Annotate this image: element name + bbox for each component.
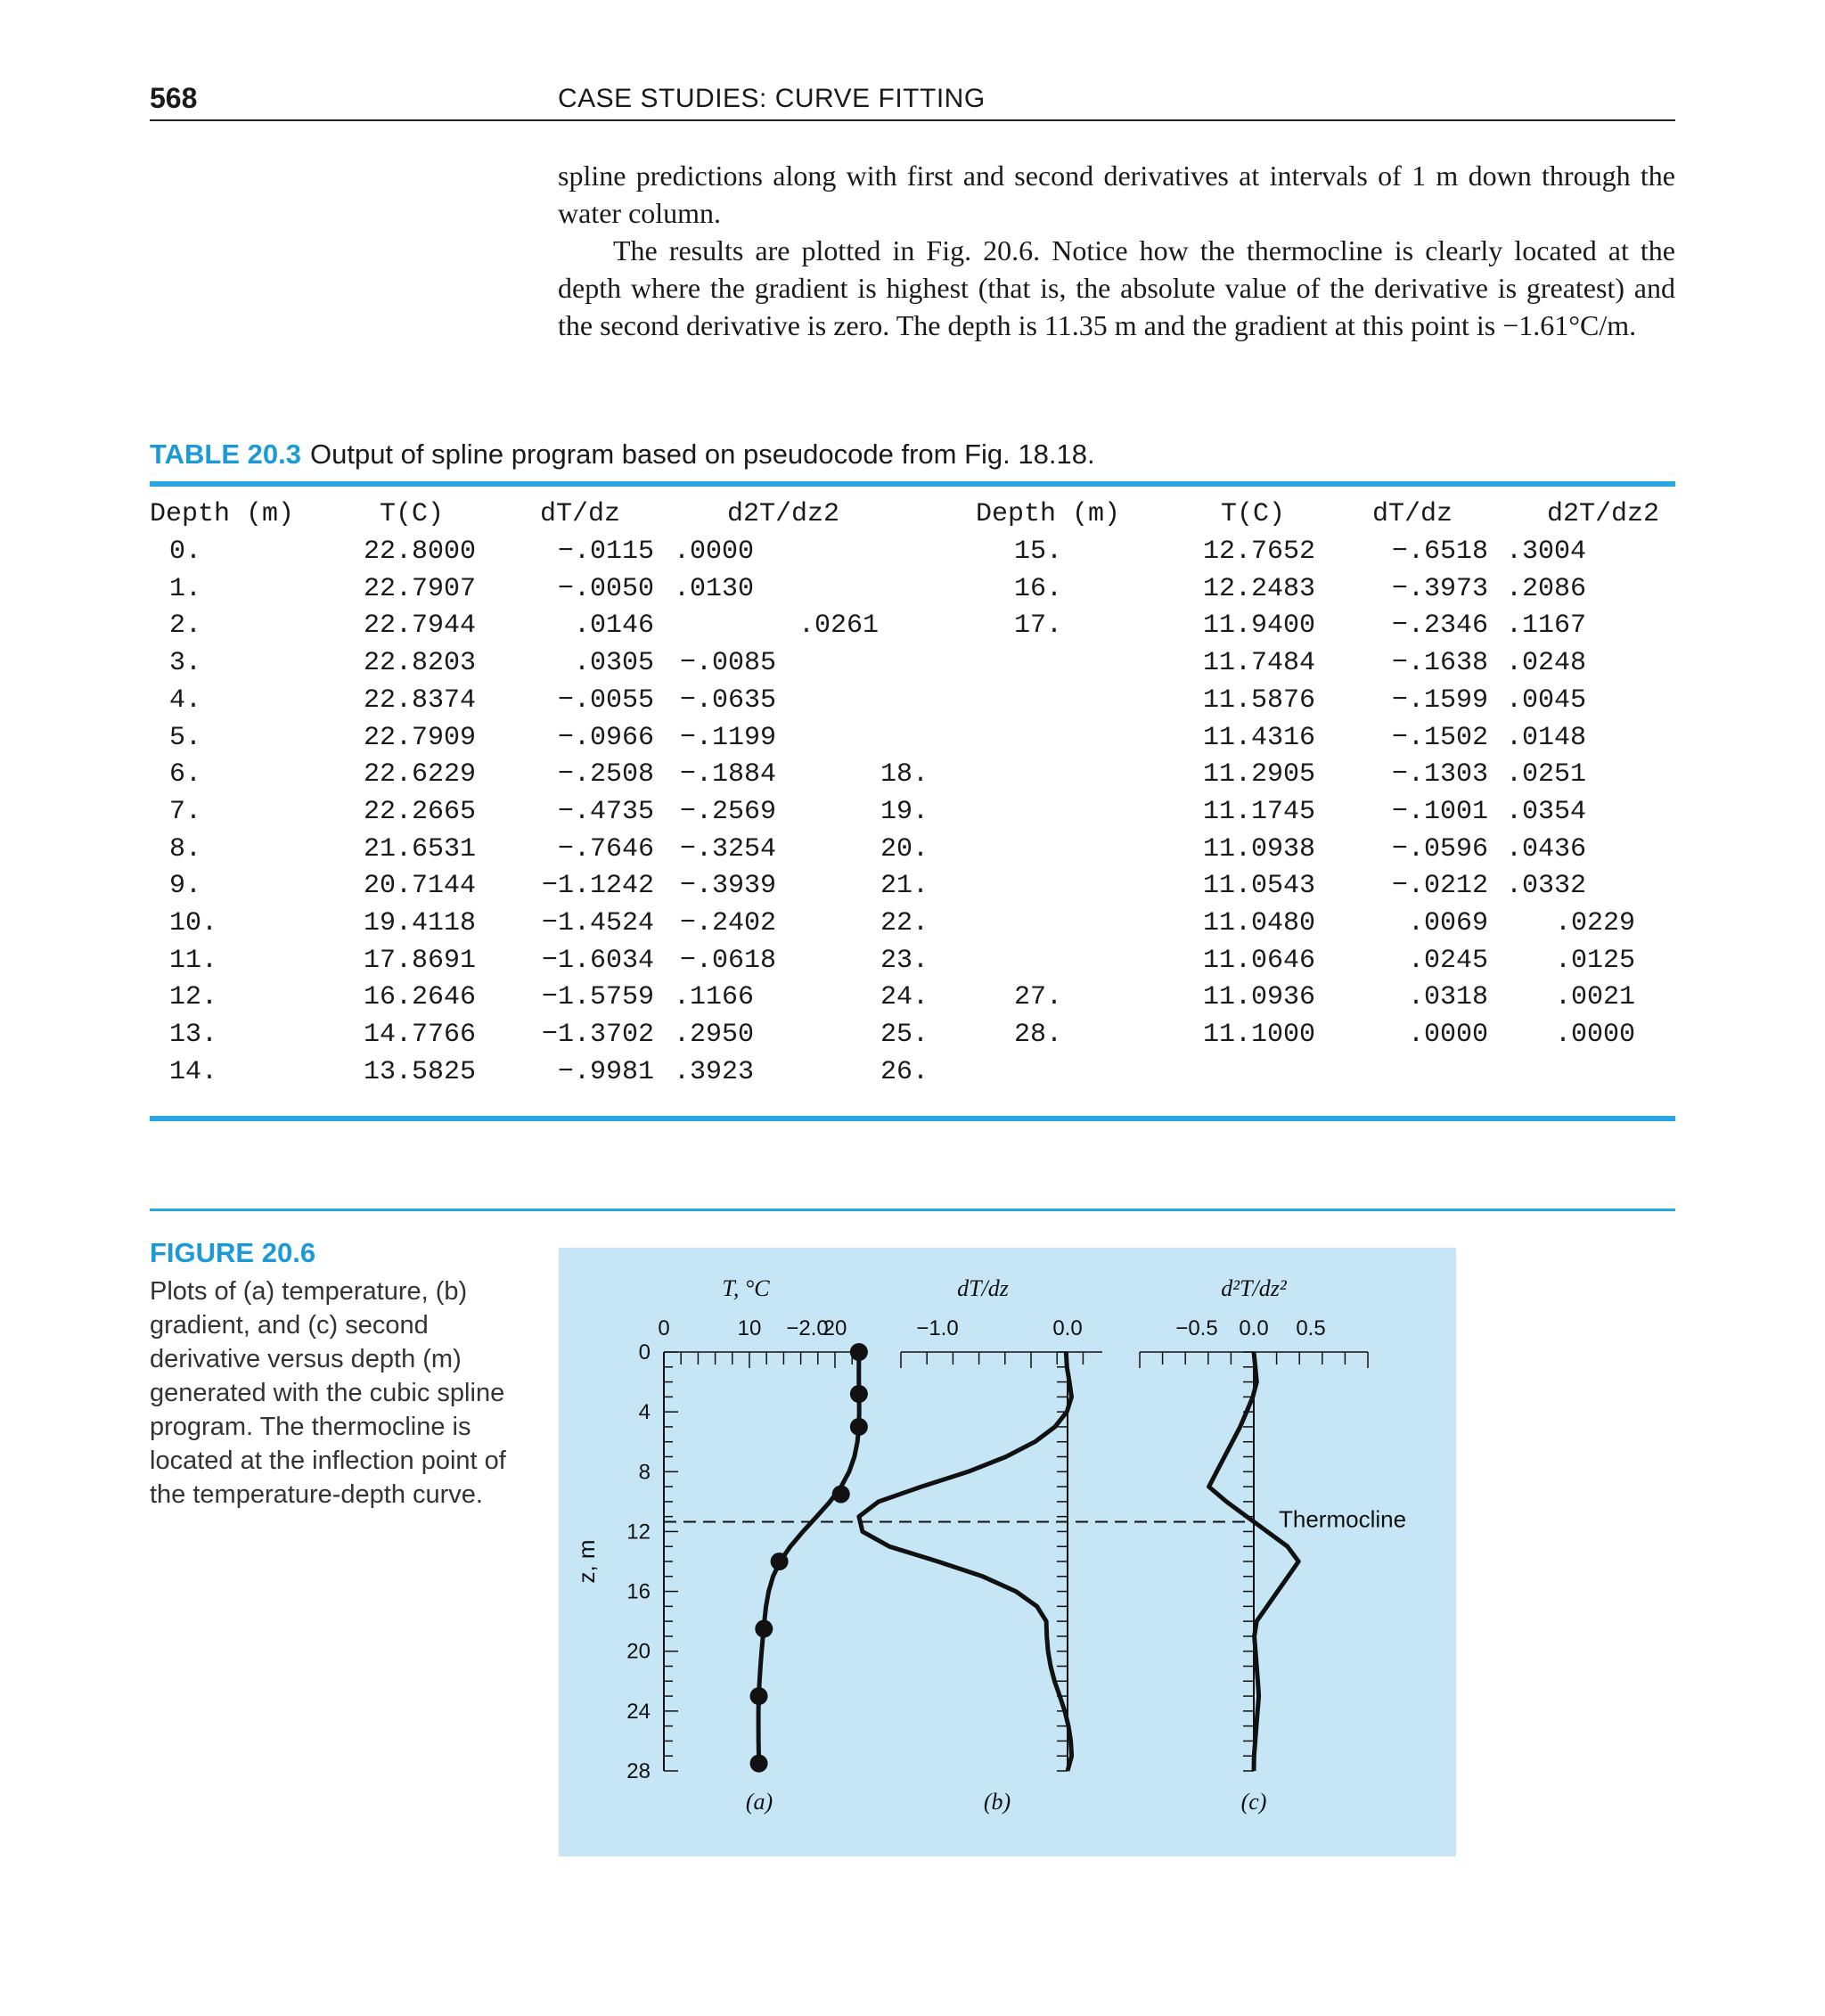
cell-depth-right: 20. — [880, 833, 929, 865]
cell-dtdz-right: .0069 — [1407, 908, 1488, 938]
cell-dtdz-right: .0000 — [1407, 1020, 1488, 1051]
data-point-marker — [771, 1553, 789, 1570]
table-caption-text: Output of spline program based on pseudocode from Fig. 18.18. — [309, 438, 1095, 470]
cell-temp-right: 11.4316 — [1202, 722, 1315, 753]
y-axis-label: z, m — [573, 1539, 600, 1584]
figure-number: FIGURE 20.6 — [150, 1237, 316, 1268]
cell-temp-right: 11.7484 — [1202, 648, 1315, 679]
cell-d2tdz2: .0000 — [674, 537, 755, 567]
cell-depth: 13. — [169, 1020, 218, 1051]
cell-d2tdz2: −.0618 — [679, 945, 776, 976]
cell-temp: 21.6531 — [363, 833, 476, 865]
cell-d2tdz2: −.2569 — [679, 796, 776, 827]
cell-dtdz-right: .0245 — [1407, 945, 1488, 976]
cell-dtdz: .0305 — [573, 648, 654, 679]
cell-temp: 22.7907 — [363, 573, 476, 604]
cell-dtdz-right: −.3973 — [1391, 573, 1488, 604]
col-header-depth: Depth (m) — [150, 499, 295, 529]
cell-d2tdz2: −.1884 — [679, 759, 776, 791]
cell-depth: 9. — [169, 871, 202, 902]
cell-d2tdz2-right: .0354 — [1506, 796, 1587, 827]
y-tick-label: 16 — [626, 1579, 651, 1604]
x-tick-label-b: −2.0 — [786, 1316, 829, 1340]
figure-caption — [150, 1237, 524, 1512]
body-text — [558, 157, 1675, 344]
cell-depth-right: 26. — [880, 1056, 929, 1087]
cell-dtdz-right: −.1599 — [1391, 684, 1488, 716]
figure-top-rule — [150, 1209, 1675, 1211]
cell-depth-right: 24. — [880, 982, 929, 1013]
cell-temp: 13.5825 — [363, 1056, 476, 1087]
y-tick-label: 28 — [626, 1759, 651, 1783]
col-header-dtdz: dT/dz — [540, 499, 621, 529]
cell-temp: 22.7909 — [363, 722, 476, 753]
cell-d2tdz2: −.2402 — [679, 908, 776, 938]
panel-letter-a: (a) — [745, 1789, 773, 1815]
cell-d2tdz2: .2950 — [674, 1020, 755, 1051]
table-top-rule — [150, 481, 1675, 487]
cell-dtdz-right: −.1502 — [1391, 722, 1488, 753]
x-tick-label-c: 0.0 — [1239, 1316, 1269, 1340]
cell-dtdz-right: −.0596 — [1391, 833, 1488, 865]
spline-output-table — [150, 499, 1675, 1105]
cell-depth: 4. — [169, 684, 202, 716]
cell-depth: 12. — [169, 982, 218, 1013]
cell-dtdz: −1.3702 — [541, 1020, 654, 1051]
cell-temp-right: 11.0936 — [1202, 982, 1315, 1013]
panel-title-b: dT/dz — [957, 1275, 1009, 1301]
table-number: TABLE 20.3 — [150, 438, 301, 470]
cell-d2tdz2-right: .0000 — [1554, 1020, 1635, 1051]
cell-depth-right: 23. — [880, 945, 929, 976]
cell-temp: 22.8000 — [363, 537, 476, 567]
cell-depth-right: 18. — [880, 759, 929, 791]
cell-temp: 16.2646 — [363, 982, 476, 1013]
figure-20-6-chart — [559, 1248, 1456, 1856]
cell-depth: 6. — [169, 759, 202, 791]
cell-d2tdz2-right: .0251 — [1506, 759, 1587, 791]
cell-depth: 10. — [169, 908, 218, 938]
cell-d2tdz2-right: .2086 — [1506, 573, 1587, 604]
cell-temp-right: 11.5876 — [1202, 684, 1315, 716]
data-point-marker — [750, 1687, 768, 1705]
cell-dtdz: −1.4524 — [541, 908, 654, 938]
x-tick-label-a: 10 — [737, 1316, 762, 1340]
cell-depth: 0. — [169, 537, 202, 567]
cell-depth-right: 19. — [880, 796, 929, 827]
cell-depth-right: 22. — [880, 908, 929, 938]
y-tick-label: 20 — [626, 1639, 651, 1664]
data-point-marker — [850, 1418, 868, 1436]
data-point-marker — [850, 1385, 868, 1403]
cell-depth: 5. — [169, 722, 202, 753]
cell-temp: 20.7144 — [363, 871, 476, 902]
y-tick-label: 4 — [638, 1400, 651, 1425]
col-header-d2tdz2: d2T/dz2 — [727, 499, 840, 529]
cell-dtdz: −.0966 — [557, 722, 654, 753]
x-tick-label-b: 0.0 — [1052, 1316, 1083, 1340]
cell-d2tdz2: −.3254 — [679, 833, 776, 865]
cell-dtdz: −.0055 — [557, 684, 654, 716]
paragraph-1: spline predictions along with first and second derivatives at intervals of 1 m down through the water column. — [558, 160, 1675, 229]
panel-title-c: d²T/dz² — [1221, 1275, 1287, 1301]
col-header-depth-right: Depth (m) — [976, 499, 1121, 529]
cell-temp-right: 12.7652 — [1202, 537, 1315, 567]
cell-d2tdz2: .1166 — [674, 982, 755, 1013]
cell-temp: 19.4118 — [363, 908, 476, 938]
table-bottom-rule — [150, 1116, 1675, 1121]
data-point-marker — [750, 1755, 768, 1773]
cell-depth-right: 21. — [880, 871, 929, 902]
cell-depth-right: 28. — [1014, 1020, 1063, 1051]
cell-temp: 22.8203 — [363, 648, 476, 679]
cell-temp: 14.7766 — [363, 1020, 476, 1051]
panel-title-a: T, °C — [722, 1275, 770, 1301]
cell-depth: 11. — [169, 945, 218, 976]
cell-d2tdz2: −.0085 — [679, 648, 776, 679]
cell-d2tdz2-right: .0045 — [1506, 684, 1587, 716]
cell-temp-right: 11.9400 — [1202, 611, 1315, 642]
panel-letter-b: (b) — [983, 1789, 1011, 1815]
cell-d2tdz2-right: .0148 — [1506, 722, 1587, 753]
cell-temp-right: 11.0938 — [1202, 833, 1315, 865]
col-header-dtdz-right: dT/dz — [1372, 499, 1453, 529]
x-tick-label-c: 0.5 — [1296, 1316, 1326, 1340]
page-number: 568 — [150, 82, 198, 114]
panel-letter-c: (c) — [1240, 1789, 1267, 1815]
y-tick-label: 8 — [638, 1460, 651, 1485]
table-caption — [150, 438, 1095, 471]
cell-dtdz-right: −.1001 — [1391, 796, 1488, 827]
cell-dtdz: −1.1242 — [541, 871, 654, 902]
thermocline-label: Thermocline — [1279, 1505, 1407, 1533]
cell-dtdz: −.0115 — [557, 537, 654, 567]
cell-d2tdz2-right: .0125 — [1554, 945, 1635, 976]
cell-depth-right: 16. — [1014, 573, 1063, 604]
cell-depth-right: 25. — [880, 1020, 929, 1051]
x-tick-label-a: 0 — [658, 1316, 670, 1340]
col-header-temp-right: T(C) — [1221, 499, 1286, 529]
x-tick-label-a: 20 — [822, 1316, 847, 1340]
cell-d2tdz2: .0261 — [798, 611, 879, 642]
cell-d2tdz2-right: .0332 — [1506, 871, 1587, 902]
cell-depth: 1. — [169, 573, 202, 604]
cell-dtdz: −1.5759 — [541, 982, 654, 1013]
x-tick-label-b: −1.0 — [916, 1316, 959, 1340]
cell-temp-right: 11.0480 — [1202, 908, 1315, 938]
cell-depth: 3. — [169, 648, 202, 679]
y-tick-label: 0 — [638, 1340, 651, 1364]
cell-dtdz-right: −.0212 — [1391, 871, 1488, 902]
cell-dtdz: −.4735 — [557, 796, 654, 827]
cell-d2tdz2: −.3939 — [679, 871, 776, 902]
cell-dtdz: −.2508 — [557, 759, 654, 791]
cell-d2tdz2-right: .0021 — [1554, 982, 1635, 1013]
cell-temp-right: 11.2905 — [1202, 759, 1315, 791]
cell-dtdz: .0146 — [573, 611, 654, 642]
cell-temp-right: 11.0646 — [1202, 945, 1315, 976]
cell-temp: 22.2665 — [363, 796, 476, 827]
x-tick-label-c: −0.5 — [1175, 1316, 1218, 1340]
cell-d2tdz2-right: .0248 — [1506, 648, 1587, 679]
cell-temp: 17.8691 — [363, 945, 476, 976]
data-point-marker — [755, 1620, 773, 1638]
cell-dtdz-right: −.1303 — [1391, 759, 1488, 791]
cell-temp-right: 11.1745 — [1202, 796, 1315, 827]
cell-depth: 2. — [169, 611, 202, 642]
cell-dtdz-right: −.2346 — [1391, 611, 1488, 642]
y-tick-label: 12 — [626, 1520, 651, 1545]
cell-dtdz: −.9981 — [557, 1056, 654, 1087]
figure-caption-text: Plots of (a) temperature, (b) gradient, and (c) second derivative versus depth (m) generated with the cubic spline program. The thermocline is located at the inflection point of the temperature-depth curve. — [150, 1277, 506, 1509]
cell-temp: 22.6229 — [363, 759, 476, 791]
cell-temp: 22.8374 — [363, 684, 476, 716]
cell-d2tdz2-right: .3004 — [1506, 537, 1587, 567]
cell-d2tdz2: .3923 — [674, 1056, 755, 1087]
data-point-marker — [850, 1343, 868, 1361]
cell-d2tdz2-right: .0436 — [1506, 833, 1587, 865]
cell-depth-right: 17. — [1014, 611, 1063, 642]
cell-d2tdz2: −.0635 — [679, 684, 776, 716]
series-line-b — [859, 1352, 1072, 1771]
cell-depth: 7. — [169, 796, 202, 827]
cell-dtdz: −1.6034 — [541, 945, 654, 976]
cell-temp: 22.7944 — [363, 611, 476, 642]
cell-dtdz-right: −.1638 — [1391, 648, 1488, 679]
cell-temp-right: 11.0543 — [1202, 871, 1315, 902]
col-header-temp: T(C) — [380, 499, 445, 529]
data-point-marker — [832, 1485, 850, 1503]
cell-d2tdz2: .0130 — [674, 573, 755, 604]
y-tick-label: 24 — [626, 1699, 651, 1724]
cell-depth: 8. — [169, 833, 202, 865]
col-header-d2tdz2-right: d2T/dz2 — [1547, 499, 1660, 529]
cell-temp-right: 12.2483 — [1202, 573, 1315, 604]
cell-d2tdz2-right: .1167 — [1506, 611, 1587, 642]
paragraph-2: The results are plotted in Fig. 20.6. Notice how the thermocline is clearly located at the depth where the gradient is highest (that is, the absolute value of the derivative is greatest) and the second derivative is zero. The depth is 11.35 m and the gradient at this point is −1.61°C/m. — [558, 234, 1675, 341]
cell-dtdz: −.7646 — [557, 833, 654, 865]
cell-depth: 14. — [169, 1056, 218, 1087]
cell-dtdz-right: −.6518 — [1391, 537, 1488, 567]
cell-d2tdz2: −.1199 — [679, 722, 776, 753]
cell-depth-right: 15. — [1014, 537, 1063, 567]
figure-panel — [559, 1248, 1456, 1856]
cell-temp-right: 11.1000 — [1202, 1020, 1315, 1051]
cell-depth-right: 27. — [1014, 982, 1063, 1013]
cell-d2tdz2-right: .0229 — [1554, 908, 1635, 938]
running-header — [150, 78, 1675, 121]
running-head-title: CASE STUDIES: CURVE FITTING — [558, 84, 986, 113]
cell-dtdz-right: .0318 — [1407, 982, 1488, 1013]
cell-dtdz: −.0050 — [557, 573, 654, 604]
